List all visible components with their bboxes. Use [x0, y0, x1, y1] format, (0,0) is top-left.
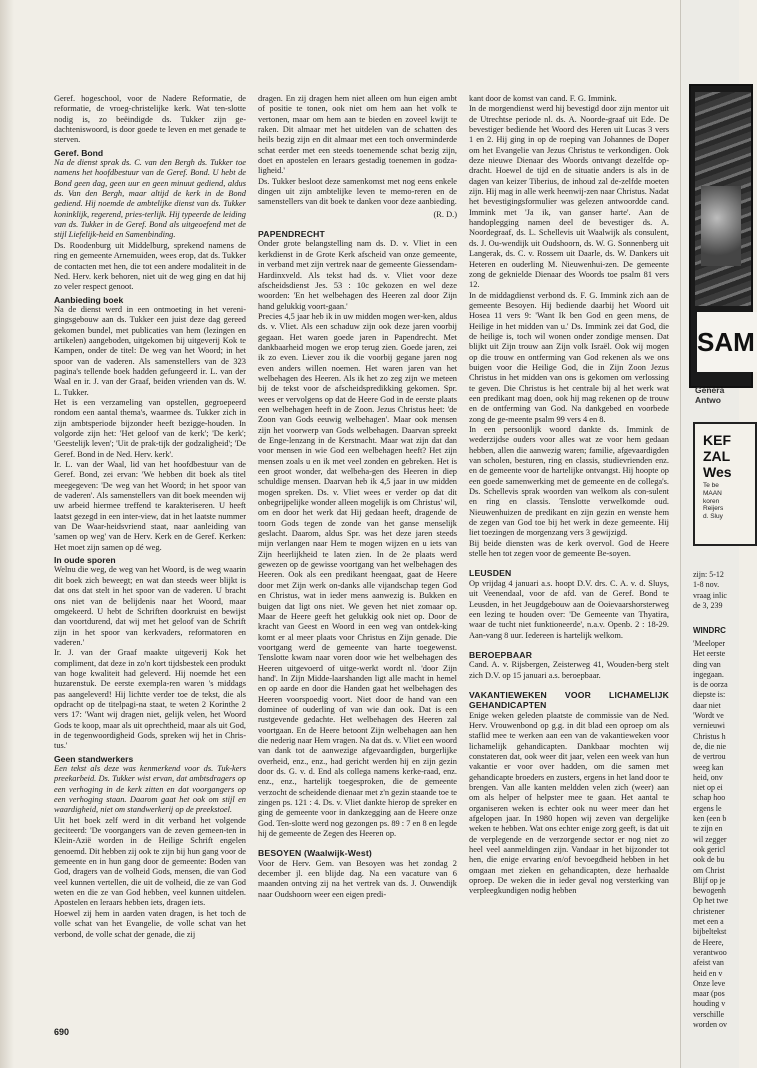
- box-title-line: KEF: [703, 432, 731, 448]
- facing-line: ook de bu: [693, 855, 725, 865]
- paragraph: In de middagdienst verbond ds. F. G. Immink zich aan de gemeente Besoyen. Hij bediende daarbij het Woord uit Hosea 11 vers 9: 'Want Ik ben God en geen mens, de Heilige in het midden van u.' Ds. Immink zei dat God, die de heilige is, toch wil wonen onder zondige mensen. Dat blijkt uit Zijn trouw aan Zijn volk Israël. Ook wij mogen op die trouw en ontferming van God rekenen als we ons buigen voor die Heilige God, die in Zijn Zoon Jezus Christus in het midden van ons is gekomen om verlossing te geven. Die Christus is het centrale bij al het werk wat een predikant mag doen, ook hij mag rekenen op de trouw en de ontferming van God. Na dankgebed en voorbede zong de ge-meente psalm 99 vers 4 en 8.: [469, 290, 669, 424]
- facing-line: vernieuwi: [693, 721, 725, 731]
- column-3: [469, 94, 669, 978]
- paragraph-italic: Een tekst als deze was kenmerkend voor ds. Tuk-kers preekarbeid. Ds. Tukker wist ervan, dat ambtsdragers op een verhoging in de kerk zitten en dat voorgangers op een verhoging staan. Daarom gaat het ook om stijl en waardigheid, niet om standwerkerij op de preekstoel.: [54, 764, 246, 815]
- paragraph: Geref. hogeschool, voor de Nadere Reformatie, de reformatie, de vroeg-christelijke kerk. Wat ten-slotte nodig is, zo beëindigde ds. Tukker zijn ge-dachteniswoord, is door goede te leven en met genade te sterven.: [54, 94, 246, 145]
- paragraph: Hoewel zij hem in aarden vaten dragen, is het toch de volle schat van het Evangelie, de volle schat van het verbond, de volle schat der genade, die zij: [54, 908, 246, 939]
- facing-line: Het eerste: [693, 649, 726, 659]
- facing-line: schap hoo: [693, 793, 726, 803]
- column-2: [258, 94, 457, 978]
- facing-line: heid en v: [693, 968, 723, 978]
- paragraph-italic: Na de dienst sprak ds. C. van den Bergh ds. Tukker toe namens het hoofdbestuur van de Geref. Bond. U hebt de Bond geen dag, geen uur en geen minuut gediend, aldus ds. Van den Bergh, maar altijd de kerk in de Bond gediend. Hij noemde de ambtelijke dienst van ds. Tukker koninklijk, regerend, pries-terlijk. Hij typeerde de leiding van ds. Tukker in de Geref. Bond als uitgeoefend met de stijl Liefelijk-heid en Samenbinding.: [54, 158, 246, 240]
- paragraph: Ir. L. van der Waal, lid van het hoofdbestuur van de Geref. Bond, zei ervan: 'We hebben dit boek als titel meegegeven: 'De weg van het Woord; in het spoor van de vaderen'. Als samenstellers van dit boek meenden wij uw arbeid hiermee treffend te karakteriseren. U heeft laatst gezegd in een inter-view, dat in het laatste nummer van De Waar-heidsvriend staat, naar aanleiding van 'samen op weg' van de Herv. Kerk en de Geref. Kerken: Het moet zijn samen op dé weg.: [54, 460, 246, 552]
- paragraph: Het is een verzameling van opstellen, gegroepeerd rondom een aantal thema's, waarmee ds. Tukker zich in zijn ambtsperiode bijzonder heeft bezigge-houden. In volgorde zijn het: 'Het geloof van de kerk'; 'De kerk'; 'Geestelijk leven'; 'Uit de prak-tijk der godzaligheid'; 'De Geref. Bond in de Ned. Herv. kerk'.: [54, 397, 246, 459]
- facing-line: met een a: [693, 917, 724, 927]
- facing-line: de vertrou: [693, 752, 726, 762]
- facing-line: verschille: [693, 1009, 725, 1019]
- section-heading-papendrecht: PAPENDRECHT: [258, 229, 325, 240]
- box-details: [703, 482, 723, 521]
- facing-line: zijn: 5-12: [693, 570, 724, 579]
- paragraph: dragen. En zij dragen hem niet alleen om hun eigen ambt of positie te tonen, ook niet om hem aan het volk te vertonen, maar om hem aan te bieden en zoveel kwijt te raken. Dit almaar met het uitdelen van de schatten des heils bezig zijn en dit almaar met een toch onverminderde schat eerder met een steeds toenemende schat bezig zijn, doet en apostelen en leraars gestadig toenemen in godza-ligheid.': [258, 94, 457, 176]
- ad-big-text: SAM: [697, 312, 757, 372]
- subheading: In oude sporen: [54, 555, 116, 566]
- paragraph: Precies 4,5 jaar heb ik in uw midden mogen wer-ken, aldus ds. v. Vliet. Als een schaduw zijn ook deze jaren voorbij gegaan. Het waren goede jaren in Papendrecht. Met dankbaarheid mogen we erop terug zien. Goede jaren, zei ik zo even. Liever zou ik die voorbij gegane jaren nog even anders willen noemen. Het waren jaren van het welbehagen des Heeren. Als ik het zo zeg zijn we meteen bij de tekst voor de afscheidspredikking gekomen. Spr. wees er vervolgens op dat de Heere God in de eerste plaats een welbehagen heeft in de Zoon. Jezus Christus heet: 'de Zoon van Gods eeuwig welbehagen'. Maar ook mensen zijn het voorwerp van Gods welbehagen. Daarvan spreekt de Enge-lenzang in de Kerstnacht. Maar wat zijn dat dan voor mensen in wie God een welbehagen heeft? Het zijn mensen zoals u en ik met veel zonden en gebreken. Het is een groot wonder, dat welbeha-gen des Heeren in diep schuldige mensen. Daarvan heb ik 4,5 jaar in uw midden mogen spreken. Ds. v. Vliet wees er verder op dat dit onbegrijpelijke wonder alleen mogelijk is om Christus' wil, om en door het werk dat Hij gedaan heeft, dragende de toorn Gods tegen de zonde van het ganse menselijk geslacht. Daarom, aldus Spr. was het deze jaren steeds mijn verlangen naar Hem te mogen wijzen en u iets van Zijn heerlijkheid te laten zien. In de 2e plaats werd gewezen op de gewisse voortgang van het welbehagen des Heeren. Ook als een predikant heengaat, gaat de Heere door met Zijn werk on-danks alle vijandschap tegen God en Christus, wat in ieder mens aanwezig is. Bukken en buigen dat ligt ons niet. We geven het niet zomaar op. Maar de Heere geeft het gelukkig ook niet op. Door de kracht van Geest en Woord in een weg van ontdek-king komt er al meer plaats voor Christus en Zijn genade. Die voortgang werd de gemeente van harte toegewenst. Tenslotte kwam naar voren door wie het welbehagen des Heeren uitgevoerd of uitge-werkt wordt nl. 'door Zijn hand'. In Zijn Midde-laarshanden ligt alle macht in hemel en op aarde en door die Handen gaat het welbehagen des Heeren voorspoedig voort. Niet door de hand van een dominee of ouderling of van wie dan ook. Dat is een rustgevende gedachte. Het welbehagen des Heeren zal voortgaan. En de Heere betoont Zijn welbehagen aan hen die nederig naar Hem vragen. Na dat ds. v. Vliet een woord van dank tot de aanwezige afgevaardigden, burgerlijke overheid, enz., enz., had gericht werden hij en zijn gezin door ds. G. v. d. End als collega namens kerke-raad, enz. enz., enz., hartelijk toegesproken, die de gemeente verzocht de scheidende dienaar met z'n gezin staande toe te zingen ps. 121 : 4. Ds. v. Vliet dankte hierop de spreker en ging de gemeente voor in dankzegging aan de Heere onze God. Ten-slotte werd nog gezongen ps. 89 : 7 en 8 en legde hij de gemeente de Zegen des Heeren op.: [258, 311, 457, 839]
- facing-heading: WINDRC: [693, 626, 726, 635]
- facing-line: afeist van: [693, 958, 724, 968]
- facing-line: diepste is:: [693, 690, 726, 700]
- section-heading-vakantieweken: VAKANTIEWEKEN VOOR LICHAMELIJK GEHANDICAPTEN: [469, 689, 669, 711]
- facing-line: ergens le: [693, 803, 722, 813]
- paragraph: Ds. Tukker besloot deze samenkomst met nog eens enkele dingen uit zijn ambtelijke leven te memo-reren en de samenstellers van dit boek te danken voor deze aanbieding.: [258, 176, 457, 207]
- facing-line: vraag inlic: [693, 590, 727, 600]
- section-heading-leusden: LEUSDEN: [469, 568, 512, 579]
- subheading: Geen standwerkers: [54, 753, 134, 764]
- box-title: [703, 432, 732, 480]
- facing-line: ken (een b: [693, 814, 727, 824]
- facing-line: Christus h: [693, 731, 726, 741]
- ad-photo-figure: [701, 186, 741, 266]
- ad-caption: [695, 385, 724, 405]
- paragraph: Bij beide diensten was de kerk overvol. God de Heere stelle hen tot zegen voor de gemeente Be-soyen.: [469, 538, 669, 559]
- paragraph: Enige weken geleden plaatste de commissie van de Ned. Herv. Vrouwenbond op g.g. in dit blad een oproep om als staflid mee te werken aan een van de vakantieweken voor lichamelijk gehandicapten. Dankbaar mochten wij constateren dat, ook weer dit jaar, velen een week van hun vakantie er voor over hadden, om die samen met gehandicapte broeders en zusters, ergens in het land door te brengen. Van alle kanten meldden velen zich (weer) aan om als helper of helpster mee te gaan. Het aantal te organiseren weken is echter ook nu weer meer dan het afgelopen jaar. In 1980 hopen wij zeven van dergelijke weken te hebben. Wat ons echter enige zorg geeft, is dat uit de verplegende en de verzorgende sector er nog niet zo heel veel aanmeldingen zijn. Vandaar in het bijzonder tot hen, die enige ervaring en/of bevoegdheid hebben in het omgaan met zieken en gehandicapten, deze herhaalde oproep. De weken die in ieder geval nog versterking van verpleegkundigen nodig hebben: [469, 710, 669, 896]
- section-heading-besoyen: BESOYEN (Waalwijk-West): [258, 848, 372, 859]
- facing-line: weeg kan: [693, 762, 724, 772]
- paragraph: Ir. J. van der Graaf maakte uitgeverij Kok het compliment, dat deze in zo'n kort tijdsbestek een produkt van hoge kwaliteit had geleverd. Hij noemde het een huzarenstuk. De eerste exempla-ren waren 's middags pas aangeleverd! Hij lichtte verder toe de tekst, die als opdracht op de titelpagi-na staat, te weten 2 Korinthe 2 vers 17: 'Want wij dragen niet, gelijk velen, het Woord Gods te koop, maar als uit oprechtheid, maar als uit God, in de tegenwoordigheid Gods, spreken wij het in Chris-tus.': [54, 648, 246, 751]
- facing-line: om Christ: [693, 865, 725, 875]
- paragraph: Cand. A. v. Rijsbergen, Zeisterweg 41, Wouden-berg stelt zich D.V. op 15 januari a.s. beroepbaar.: [469, 660, 669, 680]
- paragraph: In de morgendienst werd hij bevestigd door zijn mentor uit de Utrechtse periode nl. ds. A. Noorde-graaf uit Ede. De bevestiger bediende het Woord des Heren uit Lucas 3 vers 1 en 2. Hij ging in op de roeping van Johannes de Doper om het Evangelie van Jezus Christus te verkondigen. Ook deze nieuwe Dienaar des Woords ontvangt dezelfde op-dracht. Hoewel de tijd en de situatie anders is als in de dagen van keizer Tiberius, de inhoud zal de-zelfde moeten zijn. Hij mag in alle werk heenwij-zen naar Christus. Nadat het bevestigingsformulier was gelezen antwoordde cand. Immink met 'Ja ik, van ganser harte'. Aan de handoplegging namen deel de bevestiger ds. A. Noordegraaf, ds. L. Schellevis uit Waalwijk als consulent, ds. J. Ou-wendijk uit Oudshoorn, ds. W. G. Sonnenberg uit Langerak, ds. C. v. Rossem uit Daarle, ds. W. Dankers uit Heteren en ouderling M. Nieuwenhui-zen. De gemeente zong de geknielde Dienaar des Woords toe psalm 81 vers 12.: [469, 104, 669, 290]
- facing-line: te zijn en: [693, 824, 723, 834]
- paragraph: Onder grote belangstelling nam ds. D. v. Vliet in een kerkdienst in de Grote Kerk afscheid van onze gemeente, in verband met zijn vertrek naar de gemeente Giessendam-Hardinxveld. Als tekst had ds. v. Vliet voor deze afscheidsdienst Jes. 53 : 10c gekozen en wel deze woorden: 'En het welbehagen des Heeren zal door Zijn hand gelukkig voort-gaan.': [258, 239, 457, 311]
- facing-line: wil zegger: [693, 834, 727, 844]
- subheading: Aanbieding boek: [54, 294, 124, 305]
- facing-line: Onze leve: [693, 978, 726, 988]
- subheading: Geref. Bond: [54, 147, 104, 158]
- announcement-box: [693, 422, 757, 546]
- paragraph: Uit het boek zelf werd in dit verband het volgende geciteerd: 'De voorgangers van de zeven gemeen-ten in Klein-Azië worden in de Heilige Schrift engelen genoemd. Dit hebben zij ook te zijn bij hun gang voor de gemeente en in hun gang door de gemeente: Boden van God, dragers van de volheid Gods, mensen, die van God veel kunnen vertellen, die uit de volheid, die ze van God weten en die ze van God hebben, veel kunnen uitdelen. Apostelen en leraars hebben iets, dragen iets.: [54, 815, 246, 908]
- section-heading-beroepbaar: BEROEPBAAR: [469, 649, 533, 660]
- paragraph: Op vrijdag 4 januari a.s. hoopt D.V. drs. C. A. v. d. Sluys, uit Veenendaal, voor de afd. van de Geref. Bond te Leusden, in het Jeugdgebouw aan de Ooievaarshorsterweg een lezing te houden over: 'De Gemeente van Thyatira, waar de tucht niet funktioneerde', n.a.v. Openb. 2 : 18-29. Aan-vang 8 uur. Iedereen is hartelijk welkom.: [469, 578, 669, 640]
- facing-line: houding v: [693, 999, 726, 1009]
- facing-line: ingegaan.: [693, 669, 724, 679]
- facing-line: maar (pos: [693, 989, 725, 999]
- facing-line: verantwoo: [693, 947, 727, 957]
- paragraph: kant door de komst van cand. F. G. Immink.: [469, 94, 617, 103]
- facing-line: christener: [693, 906, 725, 916]
- paragraph: Welnu die weg, de weg van het Woord, is de weg waarin dit boek zich beweegt; en wat dan steeds weer blijkt is dat ons dat stelt in het spoor van de vaderen. U bracht ons niet van de belijdenis naar het Woord, maar omgekeerd. U hebt de Schriften doorkruist en bewijst dan voortdurend, dat wij met het geloof van de Schrift zijn in het spoor van kerkvaders, reformatoren en vaderen.': [54, 565, 246, 647]
- facing-line: ook gericl: [693, 844, 726, 854]
- facing-line: de Heere,: [693, 937, 724, 947]
- author-initials: (R. D.): [433, 209, 457, 219]
- facing-text-top: [693, 570, 727, 611]
- facing-line: worden ov: [693, 1019, 727, 1029]
- paragraph: In een persoonlijk woord dankte ds. Immink de wederzijdse ouders voor alles wat ze voor hem gedaan hebben, allen die aanwezig waren; familie, afgevaardigden van scholen, besturen, ring en classis, studievrienden enz. en de gemeente voor de hartelijke ontvangst. Hij hoopte op een goede samenwerking met de gemeente en de collega's. Ds. Schellevis sprak woorden van welkom als con-sulent en ring en classis. Tenslotte verwelkomde oud. Nieuwenhuizen de predikant en zijn gezin en wenste hem de zegen van God toe bij het werk in deze gemeente. Hij liet toezingen de morgenzang vers 3 gewijzigd.: [469, 425, 669, 538]
- facing-line: bewogenh: [693, 886, 726, 896]
- column-1: [54, 94, 246, 978]
- facing-line: is de oorza: [693, 680, 728, 690]
- facing-page-edge: [680, 0, 755, 1068]
- facing-line: Blijf op je: [693, 875, 726, 885]
- facing-text-body: [693, 639, 728, 1030]
- box-detail-line: koren: [703, 497, 720, 505]
- facing-line: de, die nie: [693, 741, 727, 751]
- paragraph: Voor de Herv. Gem. van Besoyen was het zondag 2 december jl. een blijde dag. Na een vacature van 6 maanden ontving zij na het vertrek van ds. J. Ouwendijk naar Oudshoorn weer een eigen predi-: [258, 858, 457, 899]
- facing-line: niet op ei: [693, 783, 723, 793]
- facing-line: 1-8 nov.: [693, 580, 720, 590]
- facing-line: ding van: [693, 659, 721, 669]
- box-detail-line: Reijers: [703, 505, 724, 513]
- page-number: 690: [54, 1027, 70, 1037]
- facing-line: Op het twe: [693, 896, 729, 906]
- box-title-line: Wes: [703, 464, 732, 480]
- advertisement-photo: [689, 84, 753, 388]
- facing-line: bijbeltekst: [693, 927, 727, 937]
- box-detail-line: d. Sluy: [703, 513, 723, 521]
- box-detail-line: MAAN: [703, 489, 722, 497]
- page-binding-shadow: [0, 0, 14, 1068]
- paragraph: Ds. Roodenburg uit Middelburg, sprekend namens de ring en gemeente Arnemuiden, wees erop, dat ds. Tukker de contacten met hen, die tot een andere modaliteit in de Ned. Herv. kerk behoren, niet uit de weg ging en dat hij zo veler respect genoot.: [54, 240, 246, 292]
- ad-caption-line: Antwo: [695, 395, 721, 405]
- facing-line: 'Wordt ve: [693, 711, 724, 721]
- box-detail-line: Te be: [703, 482, 719, 489]
- facing-line: de 3, 239: [693, 600, 723, 610]
- facing-line: heid, onv: [693, 772, 723, 782]
- facing-line: 'Meeloper: [693, 639, 726, 648]
- paragraph: Na de dienst werd in een ontmoeting in het vereni-gingsgebouw aan ds. Tukker een juist deze dag gereed gekomen bundel, met publicaties van hem (lezingen en artikelen) aangeboden, uitgekomen bij uitgeverij Kok te Kampen, onder de titel: De weg van het Woord; in het spoor van de vaderen. Als samenstellers van de 323 pagina's tellende boek hadden gefungeerd ir. L. van der Waal en ir. J. van der Graaf, beiden vrienden van ds. W. L. Tukker.: [54, 304, 246, 397]
- box-title-line: ZAL: [703, 448, 731, 464]
- ad-caption-line: Genera: [695, 385, 725, 395]
- facing-line: daar niet: [693, 700, 721, 710]
